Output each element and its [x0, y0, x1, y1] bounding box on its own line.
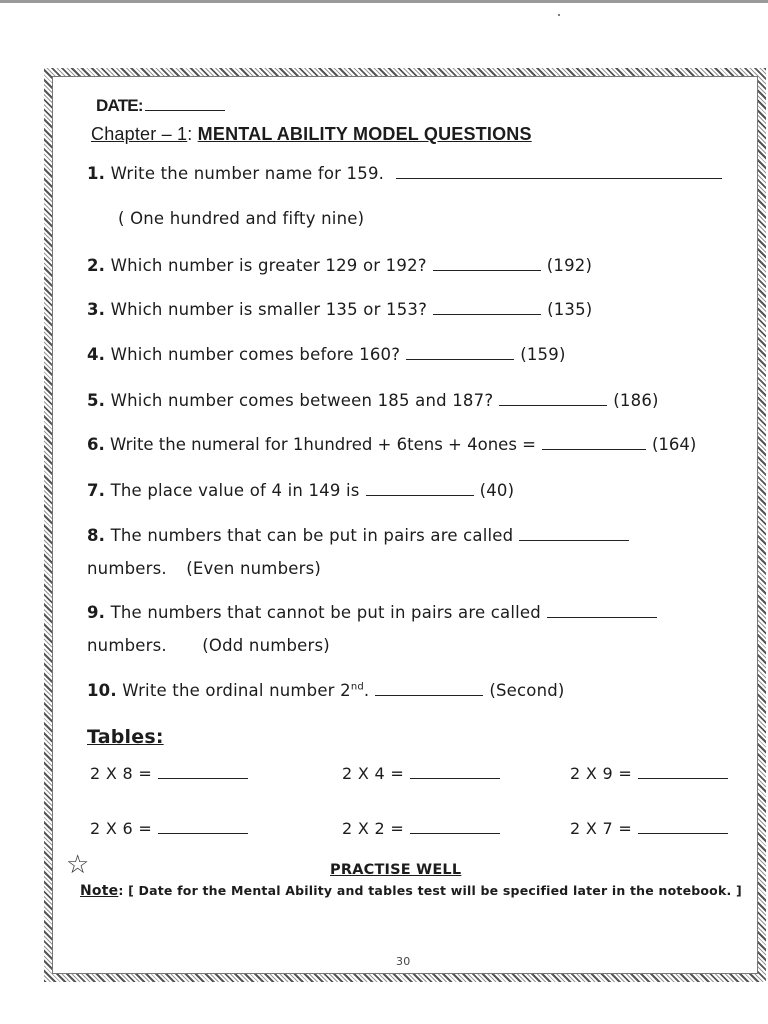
answer-blank: [406, 358, 514, 360]
star-outline-icon: ☆: [66, 850, 90, 880]
question-5: 5. Which number comes between 185 and 187? (186): [87, 391, 659, 410]
date-label: DATE:: [96, 96, 143, 115]
question-4: 4. Which number comes before 160? (159): [87, 345, 566, 364]
table-item: 2 X 7 =: [570, 819, 734, 838]
chapter-title: Chapter – 1: MENTAL ABILITY MODEL QUESTIONS: [91, 124, 532, 144]
table-item: 2 X 6 =: [90, 819, 254, 838]
answer-10: (Second): [489, 681, 565, 700]
question-7: 7. The place value of 4 in 149 is (40): [87, 481, 515, 500]
scan-edge: [0, 0, 768, 3]
answer-4: (159): [520, 345, 566, 364]
question-2: 2. Which number is greater 129 or 192? (192): [87, 256, 593, 275]
question-9: 9. The numbers that cannot be put in pairs are called: [87, 603, 663, 622]
answer-blank: [366, 494, 474, 496]
note-line: [80, 883, 742, 899]
answer-blank: [547, 616, 657, 618]
question-3: 3. Which number is smaller 135 or 153? (135): [87, 300, 593, 319]
answer-2: (192): [546, 256, 593, 275]
table-item: 2 X 8 =: [90, 764, 254, 783]
answer-blank: [433, 313, 541, 315]
answer-blank: [396, 177, 722, 179]
table-item: 2 X 4 =: [342, 764, 506, 783]
page-number: 30: [396, 955, 411, 968]
chapter-number: Chapter – 1: [91, 124, 188, 144]
tables-heading: Tables:: [87, 726, 164, 748]
note-text: : [ Date for the Mental Ability and tables test will be specified later in the notebook. ]: [118, 883, 742, 898]
question-1: 1. Write the number name for 159.: [87, 164, 728, 183]
answer-7: (40): [479, 481, 515, 500]
scan-speck: [558, 14, 560, 16]
answer-blank: [519, 539, 629, 541]
date-blank: [145, 109, 225, 111]
answer-blank: [499, 404, 607, 406]
question-8: 8. The numbers that can be put in pairs are called: [87, 526, 635, 545]
question-9-line2: numbers. (Odd numbers): [87, 636, 330, 655]
answer-blank: [433, 269, 541, 271]
answer-blank: [375, 694, 483, 696]
answer-3: (135): [547, 300, 593, 319]
answer-8: (Even numbers): [186, 559, 322, 578]
answer-1: ( One hundred and fifty nine): [118, 209, 365, 228]
note-label: Note: [80, 883, 119, 899]
answer-6: (164): [652, 435, 697, 454]
table-item: 2 X 9 =: [570, 764, 734, 783]
table-item: 2 X 2 =: [342, 819, 506, 838]
chapter-heading: MENTAL ABILITY MODEL QUESTIONS: [197, 124, 532, 144]
answer-9: (Odd numbers): [202, 636, 330, 655]
question-10: 10. Write the ordinal number 2nd. (Second): [87, 681, 565, 700]
practise-well: PRACTISE WELL: [330, 862, 462, 878]
answer-blank: [542, 448, 646, 450]
question-8-line2: numbers. (Even numbers): [87, 559, 322, 578]
answer-5: (186): [613, 391, 659, 410]
question-6: 6. Write the numeral for 1hundred + 6tens + 4ones = (164): [87, 435, 697, 454]
date-field: [96, 96, 231, 116]
